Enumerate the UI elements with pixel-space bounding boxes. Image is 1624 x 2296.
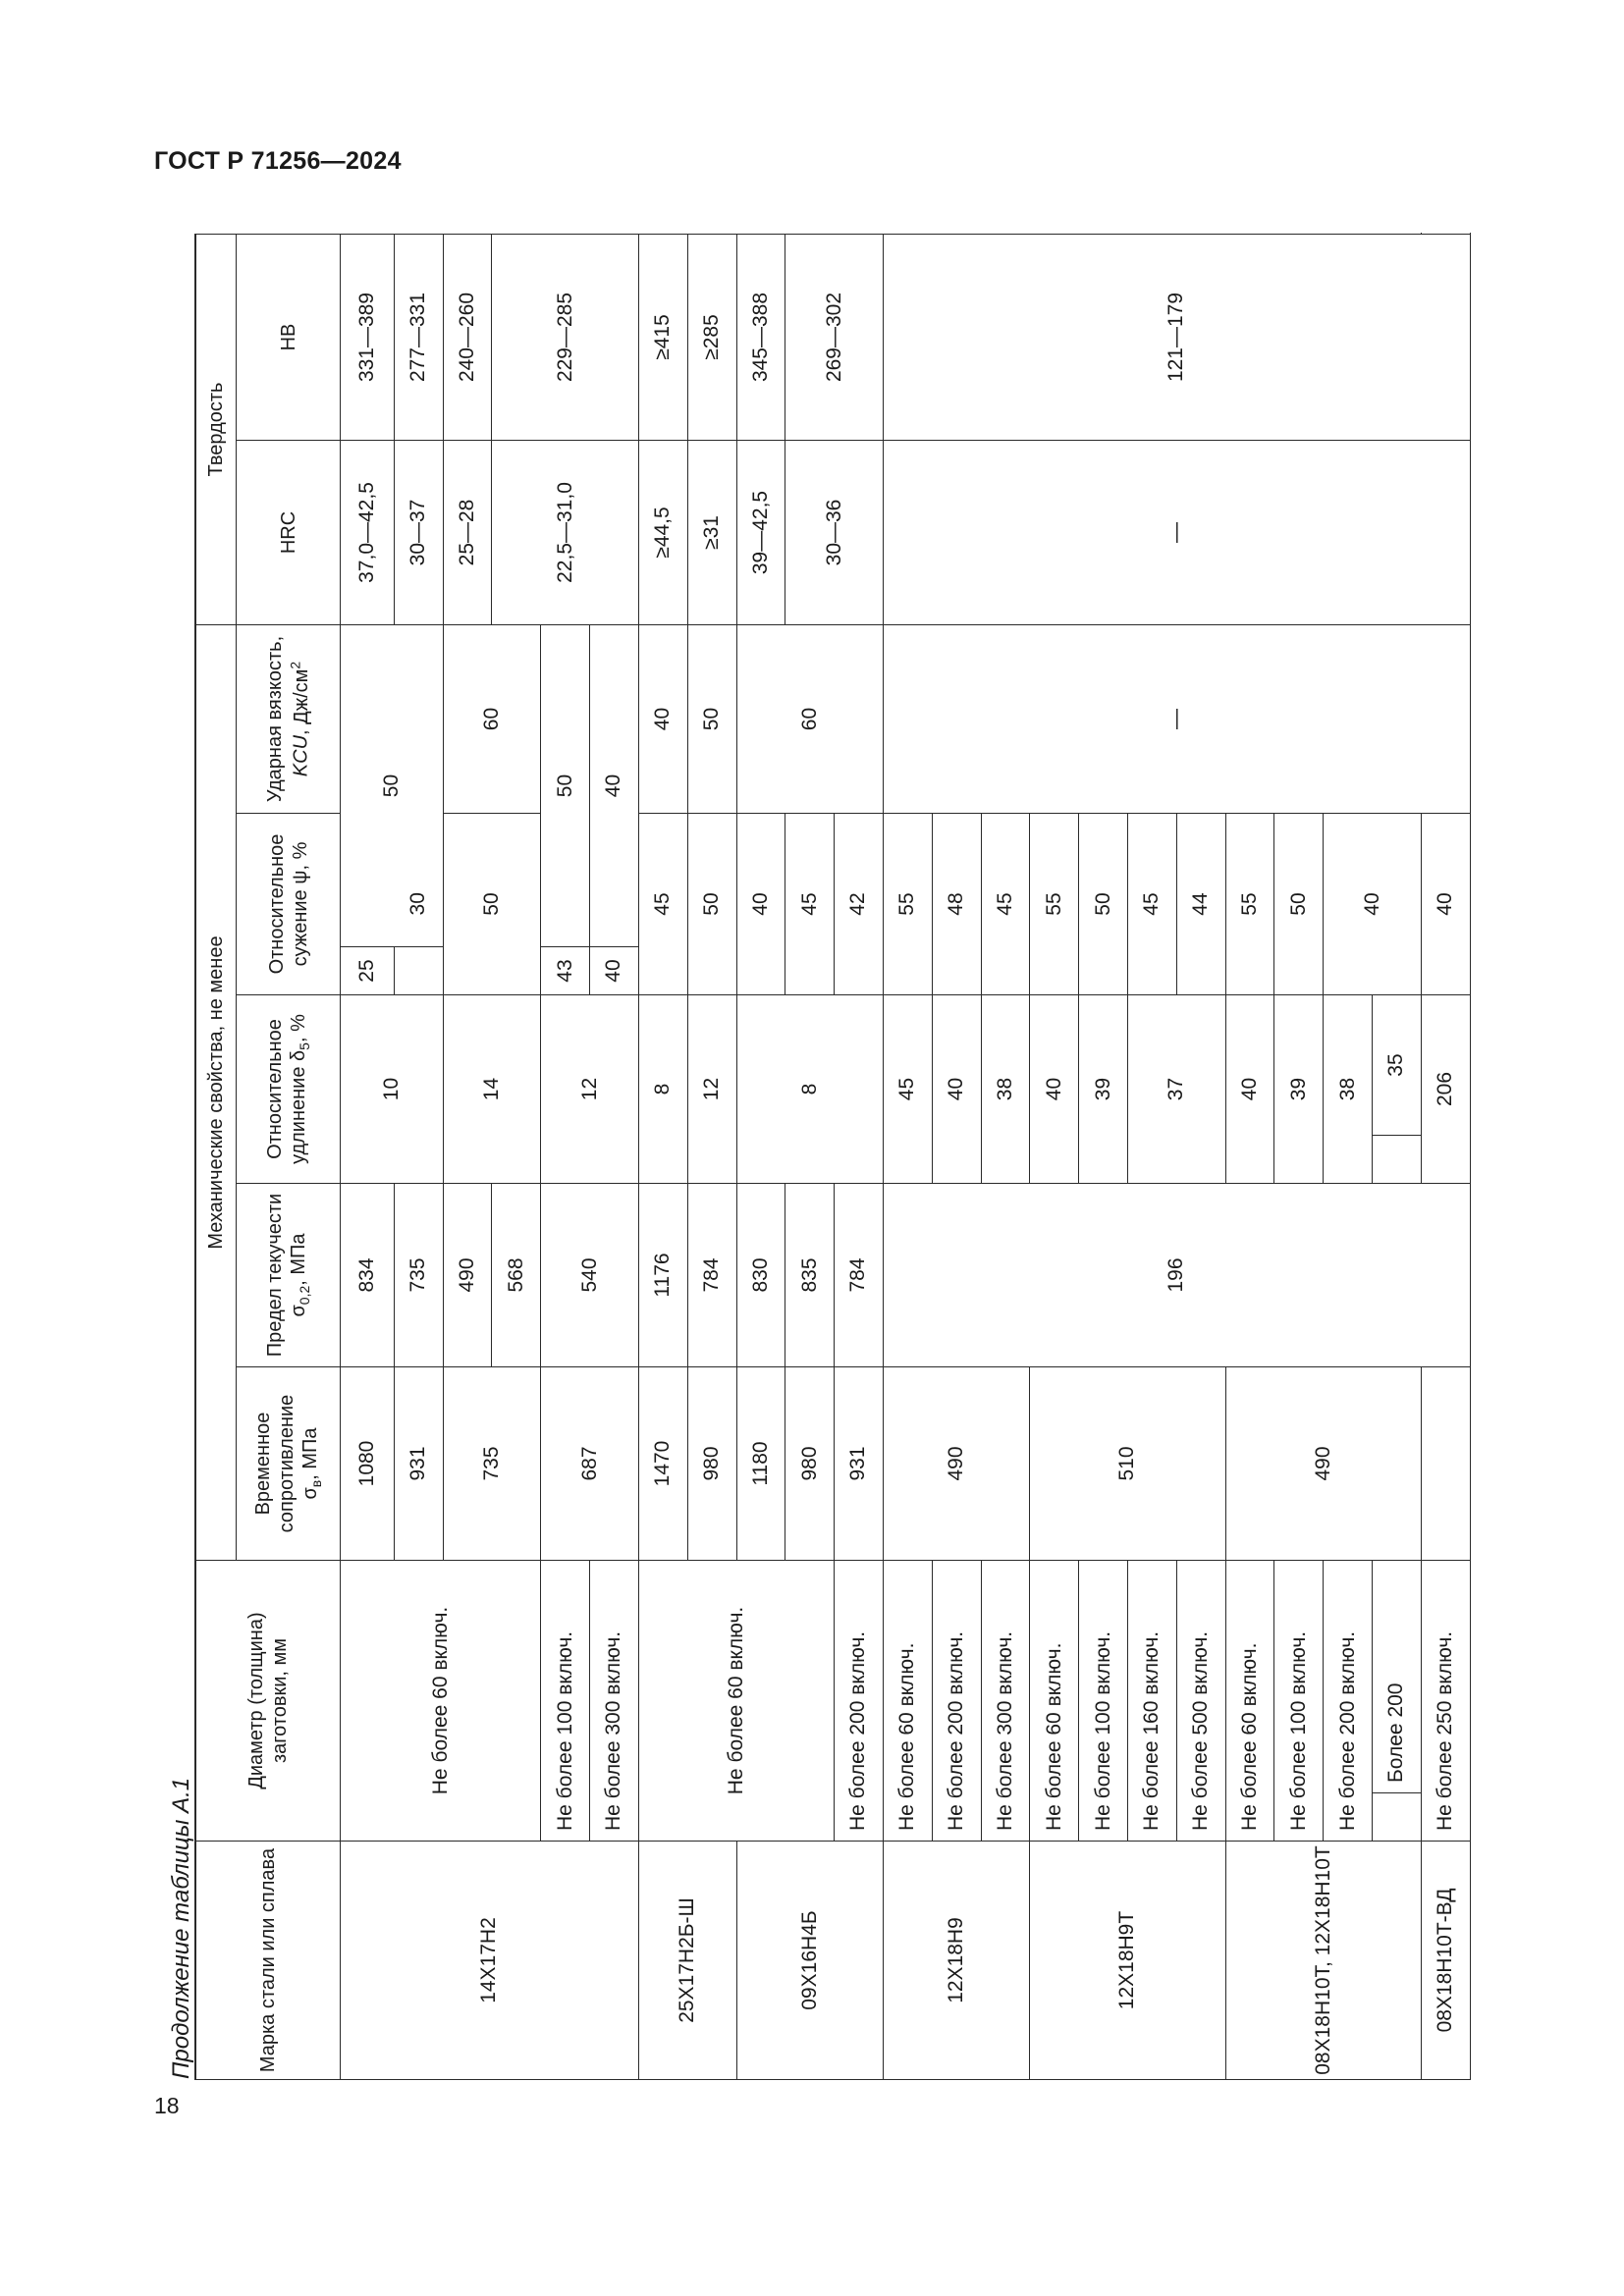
elongation-cell: 12 — [687, 995, 736, 1184]
hrc-cell: 39—42,5 — [736, 441, 785, 625]
tensile-cell: 1180 — [736, 1367, 785, 1561]
size-cell: Не более 200 включ. — [932, 1561, 981, 1842]
grade-cell: 08Х18Н10Т-ВД — [1421, 1842, 1470, 2080]
hrc-cell: 25—28 — [443, 441, 492, 625]
elongation-cell: 40 — [1225, 995, 1274, 1184]
grade-cell: 08Х18Н10Т, 12Х18Н10Т — [1225, 1842, 1421, 2080]
grade-cell: 12Х18Н9Т — [1030, 1842, 1225, 2080]
elongation-cell: 12 — [541, 995, 639, 1184]
contraction-cell: 45 — [981, 814, 1030, 995]
impact-cell: 50 — [687, 625, 736, 814]
yield-cell: 835 — [785, 1184, 835, 1367]
document-code: ГОСТ Р 71256—2024 — [154, 147, 402, 175]
elongation-cell-spacer — [1373, 1136, 1422, 1184]
header-size: Диаметр (толщина) заготовки, мм — [195, 1561, 340, 1842]
contraction-cell: 50 — [443, 814, 541, 995]
size-cell: Не более 60 включ. — [340, 1561, 540, 1842]
hrc-cell: 22,5—31,0 — [492, 441, 638, 625]
yield-cell: 834 — [340, 1184, 394, 1367]
yield-cell: 784 — [835, 1184, 884, 1367]
elongation-cell: 8 — [736, 995, 883, 1184]
grade-cell: 12Х18Н9 — [883, 1842, 1029, 2080]
contraction-cell: 30 — [394, 814, 443, 995]
contraction-cell: 55 — [1030, 814, 1079, 995]
yield-cell: 540 — [541, 1184, 639, 1367]
hb-cell: 240—260 — [443, 235, 492, 441]
tensile-cell: 980 — [687, 1367, 736, 1561]
hb-cell: 229—285 — [492, 235, 638, 441]
elongation-cell: 39 — [1274, 995, 1324, 1184]
size-cell: Не более 60 включ. — [638, 1561, 834, 1842]
elongation-cell: 8 — [638, 995, 687, 1184]
header-grade: Марка стали или сплава — [195, 1842, 340, 2080]
contraction-cell: 55 — [883, 814, 932, 995]
impact-cell: 40 — [590, 625, 639, 947]
size-cell: Не более 100 включ. — [541, 1561, 590, 1842]
contraction-cell: 43 — [541, 947, 590, 995]
yield-cell: 735 — [394, 1184, 443, 1367]
contraction-cell: 45 — [638, 814, 687, 995]
size-cell: Не более 200 включ. — [1324, 1561, 1373, 1842]
impact-cell: 60 — [736, 625, 883, 814]
size-cell: Не более 160 включ. — [1128, 1561, 1177, 1842]
size-cell-spacer — [1373, 1793, 1422, 1842]
elongation-cell: 45 — [883, 995, 932, 1184]
hb-cell: ≥285 — [687, 235, 736, 441]
tensile-cell: 1080 — [340, 1367, 394, 1561]
header-contraction: Относительное сужение ψ, % — [237, 814, 341, 995]
rotated-table-area — [194, 235, 1471, 2080]
contraction-cell: 50 — [687, 814, 736, 995]
contraction-cell: 42 — [835, 814, 884, 995]
header-hardness: Твердость — [195, 235, 237, 625]
header-tensile-strength: Временное сопротивление $\sigma_в$, МПа — [237, 1367, 341, 1561]
contraction-cell: 40 — [590, 947, 639, 995]
contraction-cell: 55 — [1225, 814, 1274, 995]
contraction-cell: 50 — [1274, 814, 1324, 995]
hrc-cell: ≥44,5 — [638, 441, 687, 625]
tensile-cell: 490 — [883, 1367, 1029, 1561]
yield-cell: 196 — [883, 1184, 1470, 1367]
header-hb: HB — [237, 235, 341, 441]
elongation-cell: 38 — [981, 995, 1030, 1184]
grade-cell: 25Х17Н2Б-Ш — [638, 1842, 736, 2080]
size-cell: Не более 300 включ. — [981, 1561, 1030, 1842]
tensile-cell: 510 — [1030, 1367, 1225, 1561]
tensile-cell: 687 — [541, 1367, 639, 1561]
contraction-cell: 45 — [1128, 814, 1177, 995]
hrc-cell: 37,0—42,5 — [340, 441, 394, 625]
yield-cell: 784 — [687, 1184, 736, 1367]
contraction-cell: 40 — [1324, 814, 1422, 995]
yield-cell: 206 — [1421, 995, 1470, 1184]
hb-cell: 277—331 — [394, 235, 443, 441]
elongation-cell: 14 — [443, 995, 541, 1184]
size-cell: Не более 300 включ. — [590, 1561, 639, 1842]
grade-cell: 09Х16Н4Б — [736, 1842, 883, 2080]
hb-cell: ≥415 — [638, 235, 687, 441]
size-cell: Не более 500 включ. — [1176, 1561, 1225, 1842]
elongation-cell: 38 — [1324, 995, 1373, 1184]
hb-cell: 345—388 — [736, 235, 785, 441]
impact-cell: 60 — [443, 625, 541, 814]
impact-cell: 50 — [541, 625, 590, 947]
grade-cell: 14Х17Н2 — [340, 1842, 638, 2080]
header-hrc: HRC — [237, 441, 341, 625]
hrc-cell: 30—36 — [785, 441, 884, 625]
elongation-cell: 10 — [340, 995, 443, 1184]
tensile-cell: 931 — [835, 1367, 884, 1561]
yield-cell: 830 — [736, 1184, 785, 1367]
tensile-cell: 931 — [394, 1367, 443, 1561]
impact-cell: — — [883, 625, 1470, 814]
contraction-cell: 45 — [785, 814, 835, 995]
header-yield-strength: Предел текучести $\sigma_{0,2}$, МПа — [237, 1184, 341, 1367]
hb-cell: 331—389 — [340, 235, 394, 441]
elongation-cell: 37 — [1128, 995, 1226, 1184]
size-cell: Не более 100 включ. — [1274, 1561, 1324, 1842]
hrc-cell: 30—37 — [394, 441, 443, 625]
mechanical-properties-table — [194, 234, 1471, 2080]
contraction-cell: 40 — [736, 814, 785, 995]
size-cell: Более 200 — [1373, 1561, 1422, 1793]
hb-cell: 269—302 — [785, 235, 884, 441]
header-impact-strength: Ударная вязкость, KCU, $Дж/см^2$ — [237, 625, 341, 814]
hrc-cell: — — [883, 441, 1470, 625]
hrc-cell: ≥31 — [687, 441, 736, 625]
impact-cell: 50 — [340, 625, 443, 947]
size-cell: Не более 60 включ. — [883, 1561, 932, 1842]
tensile-cell: 735 — [443, 1367, 541, 1561]
contraction-cell: 44 — [1176, 814, 1225, 995]
elongation-cell: 40 — [1030, 995, 1079, 1184]
size-cell: Не более 250 включ. — [1421, 1561, 1470, 1842]
tensile-cell — [1421, 1367, 1470, 1561]
size-cell: Не более 200 включ. — [835, 1561, 884, 1842]
contraction-cell: 50 — [1079, 814, 1128, 995]
elongation-cell: 39 — [1079, 995, 1128, 1184]
size-cell: Не более 60 включ. — [1225, 1561, 1274, 1842]
yield-cell: 568 — [492, 1184, 541, 1367]
impact-cell: 40 — [638, 625, 687, 814]
elongation-cell: 40 — [932, 995, 981, 1184]
size-cell: Не более 60 включ. — [1030, 1561, 1079, 1842]
page-number: 18 — [154, 2093, 180, 2118]
elongation-cell: 40 — [1421, 814, 1470, 995]
header-mechanical-properties: Механические свойства, не менее — [195, 625, 237, 1561]
yield-cell: 490 — [443, 1184, 492, 1367]
header-elongation: Относительное удлинение $\delta_5$, % — [237, 995, 341, 1184]
size-cell: Не более 100 включ. — [1079, 1561, 1128, 1842]
table-continuation-caption: Продолжение таблицы А.1 — [168, 1777, 194, 2079]
hb-cell: 121—179 — [883, 235, 1470, 441]
yield-cell: 1176 — [638, 1184, 687, 1367]
tensile-cell: 1470 — [638, 1367, 687, 1561]
contraction-cell: 25 — [340, 947, 394, 995]
elongation-cell: 35 — [1373, 995, 1422, 1136]
tensile-cell: 980 — [785, 1367, 835, 1561]
contraction-cell: 48 — [932, 814, 981, 995]
tensile-cell: 490 — [1225, 1367, 1421, 1561]
